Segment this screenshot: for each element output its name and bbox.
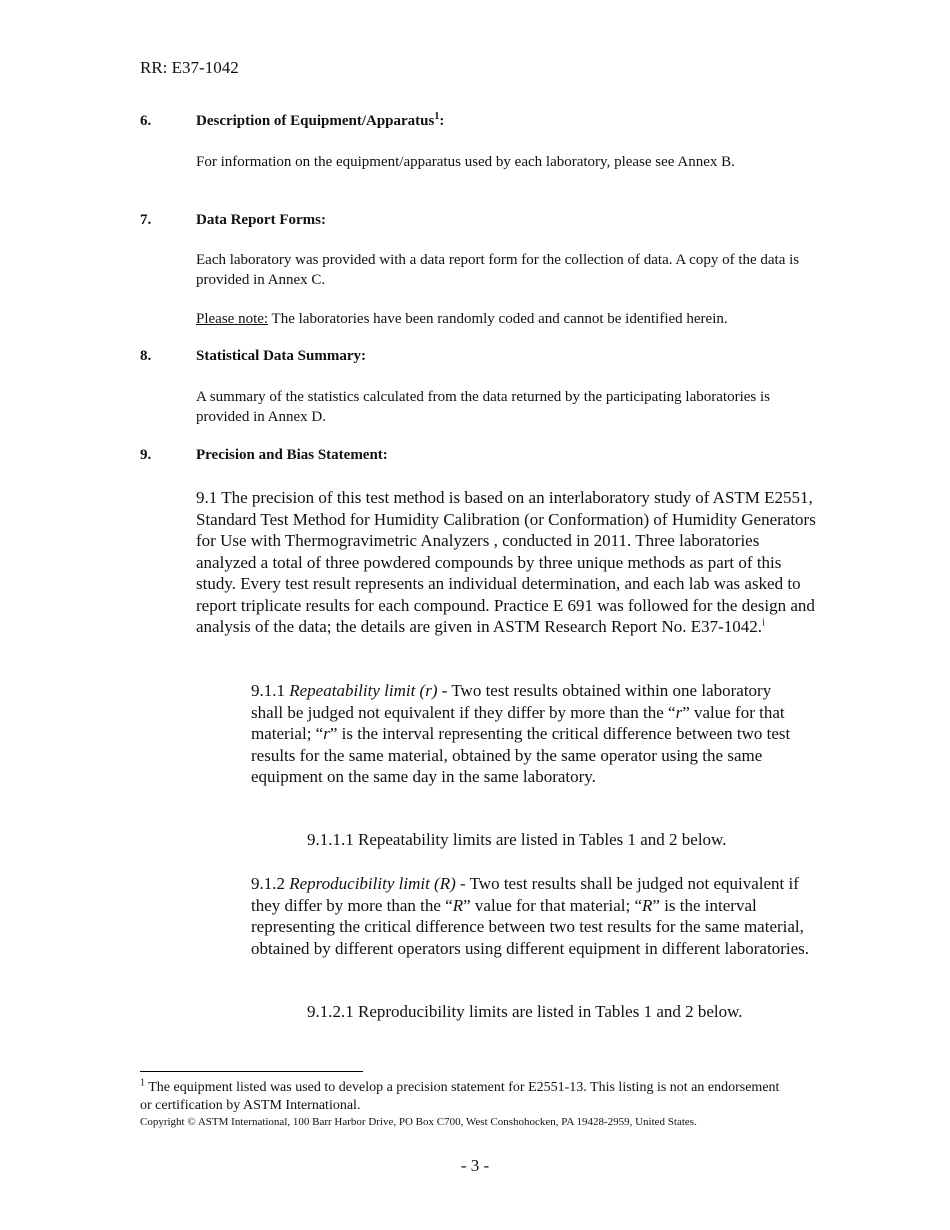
paragraph-9-1-2: 9.1.2 Reproducibility limit (R) - Two test results shall be judged not equivalent if they differ by more than the “R” value for that material; “R” is the interval representing the critical difference between two test results for the same material, obtained by different operators using different equipment in different laboratories.	[251, 874, 809, 958]
section-6-number: 6.	[140, 113, 152, 129]
section-7-text: Each laboratory was provided with a data report form for the collection of data. A copy of the data is provided in Annex C.	[196, 252, 800, 288]
section-9-number: 9.	[140, 447, 152, 463]
section-7-number: 7.	[140, 212, 152, 228]
copyright-notice: Copyright © ASTM International, 100 Barr Harbor Drive, PO Box C700, West Conshohocken, PA 19428-2959, United States.	[140, 1116, 697, 1128]
paragraph-9-1-1-1: 9.1.1.1 Repeatability limits are listed in Tables 1 and 2 below.	[307, 830, 727, 849]
section-6-title: Description of Equipment/Apparatus$^1$:	[196, 111, 445, 129]
paragraph-9-1-2-1: 9.1.2.1 Reproducibility limits are listed in Tables 1 and 2 below.	[307, 1002, 743, 1021]
section-8-number: 8.	[140, 348, 152, 364]
report-id-header: RR: E37-1042	[140, 58, 239, 77]
page-number: - 3 -	[460, 1156, 490, 1175]
section-7-note: Please note: The laboratories have been randomly coded and cannot be identified herein.	[196, 311, 728, 327]
footnote-divider	[140, 1071, 363, 1072]
footnote: $^1$ The equipment listed was used to develop a precision statement for E2551-13. This listing is not an endorsement or certification by ASTM International.	[140, 1077, 780, 1113]
section-9-title: Precision and Bias Statement:	[196, 447, 388, 463]
section-7-title: Data Report Forms:	[196, 212, 326, 228]
paragraph-9-1-1: 9.1.1 Repeatability limit (r) - Two test results obtained within one laboratory shall be judged not equivalent if they differ by more than the “r” value for that material; “r” is the interval representing the critical difference between two test results for the same material, obtained by the same operator using the same equipment on the same day in the same laboratory.	[251, 681, 791, 786]
section-8-text: A summary of the statistics calculated from the data returned by the participating laboratories is provided in Annex D.	[196, 389, 770, 425]
paragraph-9-1: 9.1 The precision of this test method is based on an interlaboratory study of ASTM E2551, Standard Test Method for Humidity Calibration (or Conformation) of Humidity Generators for Use with Thermogravimetric Analyzers , conducted in 2011. Three laboratories analyzed a total of three powdered compounds by three unique methods as part of this study. Every test result represents an individual determination, and each lab was asked to report triplicate results for each compound. Practice E 691 was followed for the design and analysis of the data; the details are given in ASTM Research Report No. E37-1042.$^i$	[196, 488, 816, 636]
section-6-text: For information on the equipment/apparatus used by each laboratory, please see Annex B.	[196, 154, 735, 170]
section-8-title: Statistical Data Summary:	[196, 348, 366, 364]
